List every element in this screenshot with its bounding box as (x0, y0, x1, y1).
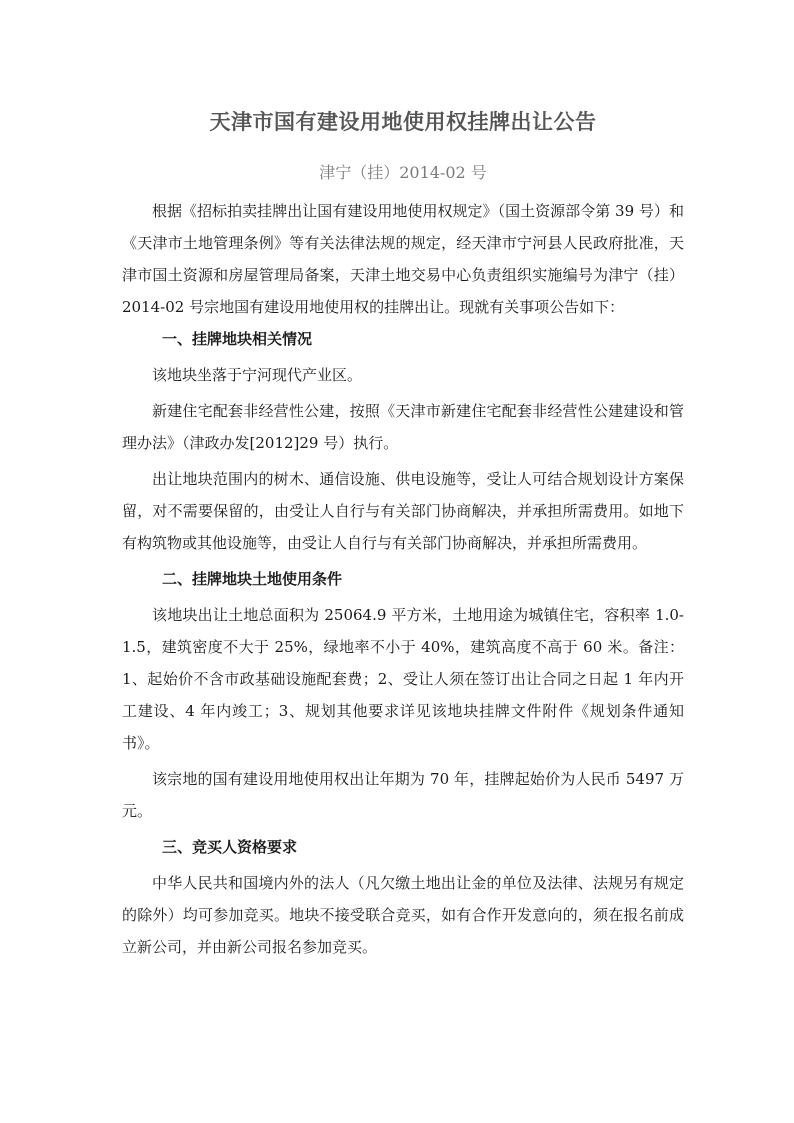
section-1 (122, 323, 684, 559)
intro-paragraph: 根据《招标拍卖挂牌出让国有建设用地使用权规定》（国土资源部令第 39 号）和《天津市土地管理条例》等有关法律法规的规定，经天津市宁河县人民政府批准，天津市国土资源和房屋管理局备案，天津土地交易中心负责组织实施编号为津宁（挂）2014-02 号宗地国有建设用地使用权的挂牌出让。现就有关事项公告如下： (122, 202, 684, 316)
section-paragraph: 该地块坐落于宁河现代产业区。 (152, 366, 363, 384)
section-3 (122, 831, 684, 963)
document-number: 津宁（挂）2014-02 号 (319, 163, 487, 182)
section-paragraph: 新建住宅配套非经营性公建，按照《天津市新建住宅配套非经营性公建建设和管理办法》（津政办发[2012]29 号）执行。 (122, 402, 684, 452)
section-paragraph: 中华人民共和国境内外的法人（凡欠缴土地出让金的单位及法律、法规另有规定的除外）均可参加竞买。地块不接受联合竞买，如有合作开发意向的，须在报名前成立新公司，并由新公司报名参加竞买。 (122, 874, 684, 956)
section-heading: 三、竞买人资格要求 (162, 838, 298, 856)
section-paragraph: 该地块出让土地总面积为 25064.9 平方米，土地用途为城镇住宅，容积率 1.0-1.5，建筑密度不大于 25%，绿地率不小于 40%，建筑高度不高于 60 米。备注：1、起始价不含市政基础设施配套费；2、受让人须在签订出让合同之日起 1 年内开工建设、4 年内竣工；3、规划其他要求详见该地块挂牌文件附件《规划条件通知书》。 (122, 606, 684, 752)
section-paragraph: 出让地块范围内的树木、通信设施、供电设施等，受让人可结合规划设计方案保留，对不需要保留的，由受让人自行与有关部门协商解决，并承担所需费用。如地下有构筑物或其他设施等，由受让人自行与有关部门协商解决，并承担所需费用。 (122, 470, 684, 552)
document-title: 天津市国有建设用地使用权挂牌出让公告 (209, 110, 597, 134)
section-heading: 一、挂牌地块相关情况 (162, 330, 313, 348)
section-heading: 二、挂牌地块土地使用条件 (162, 570, 343, 588)
section-2 (122, 563, 684, 827)
section-paragraph: 该宗地的国有建设用地使用权出让年期为 70 年，挂牌起始价为人民币 5497 万元。 (122, 770, 684, 820)
